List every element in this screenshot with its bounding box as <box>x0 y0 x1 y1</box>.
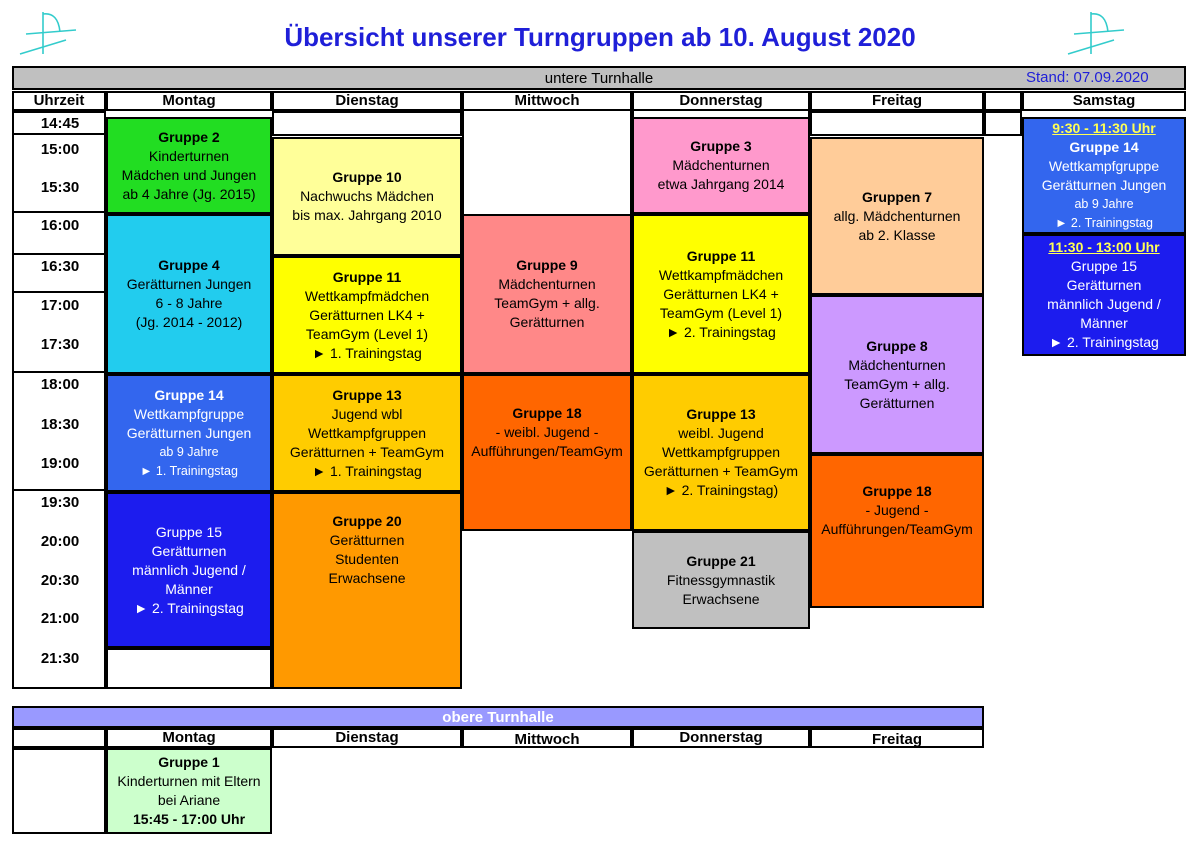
group-block-mon-gruppe-15[interactable] <box>106 492 272 648</box>
group-block-tue-gruppe-20[interactable] <box>272 492 462 689</box>
time-label: 14:45 <box>40 115 80 132</box>
group-line: Wettkampfgruppe <box>1048 157 1160 174</box>
group-block-sat-gruppe-14[interactable] <box>1022 117 1186 234</box>
time-divider <box>12 211 106 213</box>
upper-time-cell <box>12 748 106 834</box>
group-line: Gerätturnen <box>329 532 405 548</box>
group-block-mon-gruppe-2[interactable] <box>106 117 272 214</box>
group-line: Studenten <box>335 551 399 567</box>
group-line: - Jugend - <box>865 502 929 518</box>
group-line: bis max. Jahrgang 2010 <box>292 207 442 223</box>
group-line: Wettkampfgruppe <box>133 405 245 422</box>
hall-bar-lower <box>12 66 1186 90</box>
group-line: ► 2. Trainingstag <box>1049 334 1159 350</box>
group-block-thu-gruppe-3[interactable] <box>632 117 810 214</box>
group-line: ab 4 Jahre (Jg. 2015) <box>122 185 256 202</box>
hall-title-lower: untere Turnhalle <box>544 69 654 87</box>
group-line: bei Ariane <box>157 792 221 808</box>
group-line: ab 9 Jahre <box>159 444 219 459</box>
logo-right <box>1066 10 1126 56</box>
group-line: Jugend wbl <box>331 405 403 422</box>
upper-header-tuesday: Dienstag <box>272 728 462 748</box>
group-title: Gruppe 4 <box>158 257 220 273</box>
group-line: männlich Jugend / <box>1047 296 1161 312</box>
group-line: Männer <box>1080 315 1128 331</box>
group-time: 11:30 - 13:00 Uhr <box>1048 239 1160 255</box>
group-block-fri-gruppe-8[interactable] <box>810 295 984 454</box>
group-time: 15:45 - 17:00 Uhr <box>132 811 246 827</box>
group-line: Gerätturnen + TeamGym <box>643 463 799 479</box>
group-block-mon-gruppe-14[interactable] <box>106 374 272 492</box>
group-line: Gerätturnen Jungen <box>1041 176 1167 193</box>
group-line: Wettkampfgruppen <box>661 444 781 460</box>
time-divider <box>12 489 106 491</box>
header-saturday: Samstag <box>1022 91 1186 111</box>
group-line: TeamGym (Level 1) <box>659 304 783 321</box>
group-line: ► 2. Trainingstag <box>666 323 776 340</box>
time-label: 18:30 <box>40 416 80 433</box>
group-line: Gerätturnen Jungen <box>126 424 252 441</box>
group-line: ► 2. Trainingstag) <box>663 482 779 498</box>
time-label: 19:00 <box>40 455 80 472</box>
group-line: TeamGym (Level 1) <box>305 325 429 342</box>
group-line: Gerätturnen <box>1066 277 1142 293</box>
empty-cell <box>272 111 462 136</box>
group-line: Gerätturnen <box>859 394 935 411</box>
time-label: 19:30 <box>40 494 80 511</box>
group-block-thu-gruppe-13[interactable] <box>632 374 810 531</box>
group-block-fri-gruppen-7[interactable] <box>810 137 984 295</box>
header-time: Uhrzeit <box>12 91 106 111</box>
group-line: Gerätturnen Jungen <box>126 276 252 292</box>
time-divider <box>12 291 106 293</box>
group-title: Gruppe 20 <box>332 513 402 529</box>
group-line: allg. Mädchenturnen <box>833 207 961 224</box>
group-line: Wettkampfmädchen <box>658 266 784 283</box>
header-tuesday: Dienstag <box>272 91 462 111</box>
group-time: 9:30 - 11:30 Uhr <box>1052 119 1156 136</box>
upper-header-time <box>12 728 106 748</box>
time-label: 18:00 <box>40 376 80 393</box>
upper-header-wednesday: Mittwoch <box>462 728 632 748</box>
group-title: Gruppe 13 <box>332 386 402 403</box>
time-label: 20:00 <box>40 533 80 550</box>
time-label: 15:30 <box>40 179 80 196</box>
header-wednesday: Mittwoch <box>462 91 632 111</box>
group-line: männlich Jugend / <box>132 561 246 578</box>
group-line: Aufführungen/TeamGym <box>471 443 623 459</box>
group-title: Gruppe 2 <box>158 128 220 145</box>
group-line: 6 - 8 Jahre <box>155 295 223 311</box>
upper-header-thursday: Donnerstag <box>632 728 810 748</box>
group-line: Wettkampfgruppen <box>307 424 427 441</box>
header-friday: Freitag <box>810 91 984 111</box>
time-label: 17:00 <box>40 297 80 314</box>
group-title: Gruppe 14 <box>1069 138 1139 155</box>
group-line: ► 2. Trainingstag <box>134 599 244 616</box>
empty-cell <box>810 111 984 136</box>
time-label: 16:00 <box>40 217 80 234</box>
hall-title-upper: obere Turnhalle <box>442 708 554 726</box>
group-title: Gruppen 7 <box>861 188 932 205</box>
group-line: Gruppe 15 <box>155 523 223 540</box>
group-line: Mädchenturnen <box>498 276 596 292</box>
time-column <box>12 111 106 689</box>
logo-left <box>18 10 78 56</box>
header-thursday: Donnerstag <box>632 91 810 111</box>
group-line: Erwachsene <box>682 590 760 607</box>
group-line: Erwachsene <box>328 570 406 586</box>
group-line: ► 2. Trainingstag <box>1055 215 1153 230</box>
group-line: Wettkampfmädchen <box>304 287 430 304</box>
group-line: Nachwuchs Mädchen <box>300 188 434 204</box>
time-label: 16:30 <box>40 258 80 275</box>
group-title: Gruppe 14 <box>154 386 224 403</box>
group-block-thu-gruppe-21[interactable] <box>632 531 810 629</box>
group-line: Gruppe 15 <box>1070 258 1138 274</box>
time-divider <box>12 133 106 135</box>
time-divider <box>12 371 106 373</box>
upper-header-monday: Montag <box>106 728 272 748</box>
group-title: Gruppe 8 <box>866 337 928 354</box>
hall-bar-upper <box>12 706 984 728</box>
group-title: Gruppe 3 <box>690 138 752 154</box>
group-line: Mädchenturnen <box>848 356 946 373</box>
group-title: Gruppe 18 <box>512 405 582 421</box>
group-line: ab 9 Jahre <box>1074 196 1134 211</box>
group-line: Mädchenturnen <box>672 157 770 173</box>
group-line: (Jg. 2014 - 2012) <box>135 314 243 330</box>
group-line: - weibl. Jugend - <box>495 424 599 440</box>
group-block-fri-gruppe-18[interactable] <box>810 454 984 608</box>
time-label: 21:30 <box>40 650 80 667</box>
group-line: ab 2. Klasse <box>858 226 936 243</box>
group-title: Gruppe 18 <box>862 483 932 499</box>
group-line: Gerätturnen + TeamGym <box>289 443 445 460</box>
group-line: Männer <box>165 580 213 597</box>
group-line: Gerätturnen <box>509 314 585 330</box>
spacer-column <box>984 136 1022 138</box>
group-title: Gruppe 11 <box>686 247 756 264</box>
group-title: Gruppe 9 <box>516 257 578 273</box>
empty-cell <box>462 111 632 214</box>
group-line: Gerätturnen <box>151 542 227 559</box>
group-block-thu-gruppe-11[interactable] <box>632 214 810 374</box>
group-block-sat-gruppe-15[interactable] <box>1022 234 1186 356</box>
group-block-tue-gruppe-11[interactable] <box>272 256 462 374</box>
empty-cell <box>106 648 272 689</box>
group-line: Kinderturnen <box>148 147 230 164</box>
upper-header-friday: Freitag <box>810 728 984 748</box>
stand-date: Stand: 07.09.2020 <box>1026 69 1149 86</box>
group-line: TeamGym + allg. <box>844 375 950 392</box>
group-title: Gruppe 21 <box>686 552 756 569</box>
group-line: ► 1. Trainingstag <box>312 344 422 361</box>
empty-cell <box>984 111 1022 136</box>
group-block-wed-gruppe-18[interactable] <box>462 374 632 531</box>
time-label: 21:00 <box>40 610 80 627</box>
group-block-tue-gruppe-10[interactable] <box>272 137 462 256</box>
header-monday: Montag <box>106 91 272 111</box>
group-title: Gruppe 11 <box>332 268 402 285</box>
header-spacer <box>984 91 1022 111</box>
group-line: ► 1. Trainingstag <box>140 463 238 478</box>
group-line: Gerätturnen LK4 + <box>309 306 425 323</box>
group-line: weibl. Jugend <box>678 425 764 441</box>
group-block-tue-gruppe-13[interactable] <box>272 374 462 492</box>
time-label: 15:00 <box>40 141 80 158</box>
time-label: 17:30 <box>40 336 80 353</box>
time-label: 20:30 <box>40 572 80 589</box>
group-block-upper-mon-gruppe-1[interactable] <box>106 748 272 834</box>
group-line: Kinderturnen mit Eltern <box>117 773 261 789</box>
time-divider <box>12 253 106 255</box>
group-line: Mädchen und Jungen <box>121 166 257 183</box>
group-title: Gruppe 13 <box>686 406 756 422</box>
group-line: TeamGym + allg. <box>494 295 600 311</box>
group-line: Gerätturnen LK4 + <box>663 285 779 302</box>
group-title: Gruppe 10 <box>332 169 402 185</box>
group-line: ► 1. Trainingstag <box>312 462 422 479</box>
page-title: Übersicht unserer Turngruppen ab 10. August 2020 <box>284 22 916 52</box>
group-line: etwa Jahrgang 2014 <box>657 176 785 192</box>
group-line: Aufführungen/TeamGym <box>821 521 973 537</box>
group-line: Fitnessgymnastik <box>666 571 776 588</box>
group-block-mon-gruppe-4[interactable] <box>106 214 272 374</box>
group-block-wed-gruppe-9[interactable] <box>462 214 632 374</box>
group-title: Gruppe 1 <box>158 754 220 770</box>
